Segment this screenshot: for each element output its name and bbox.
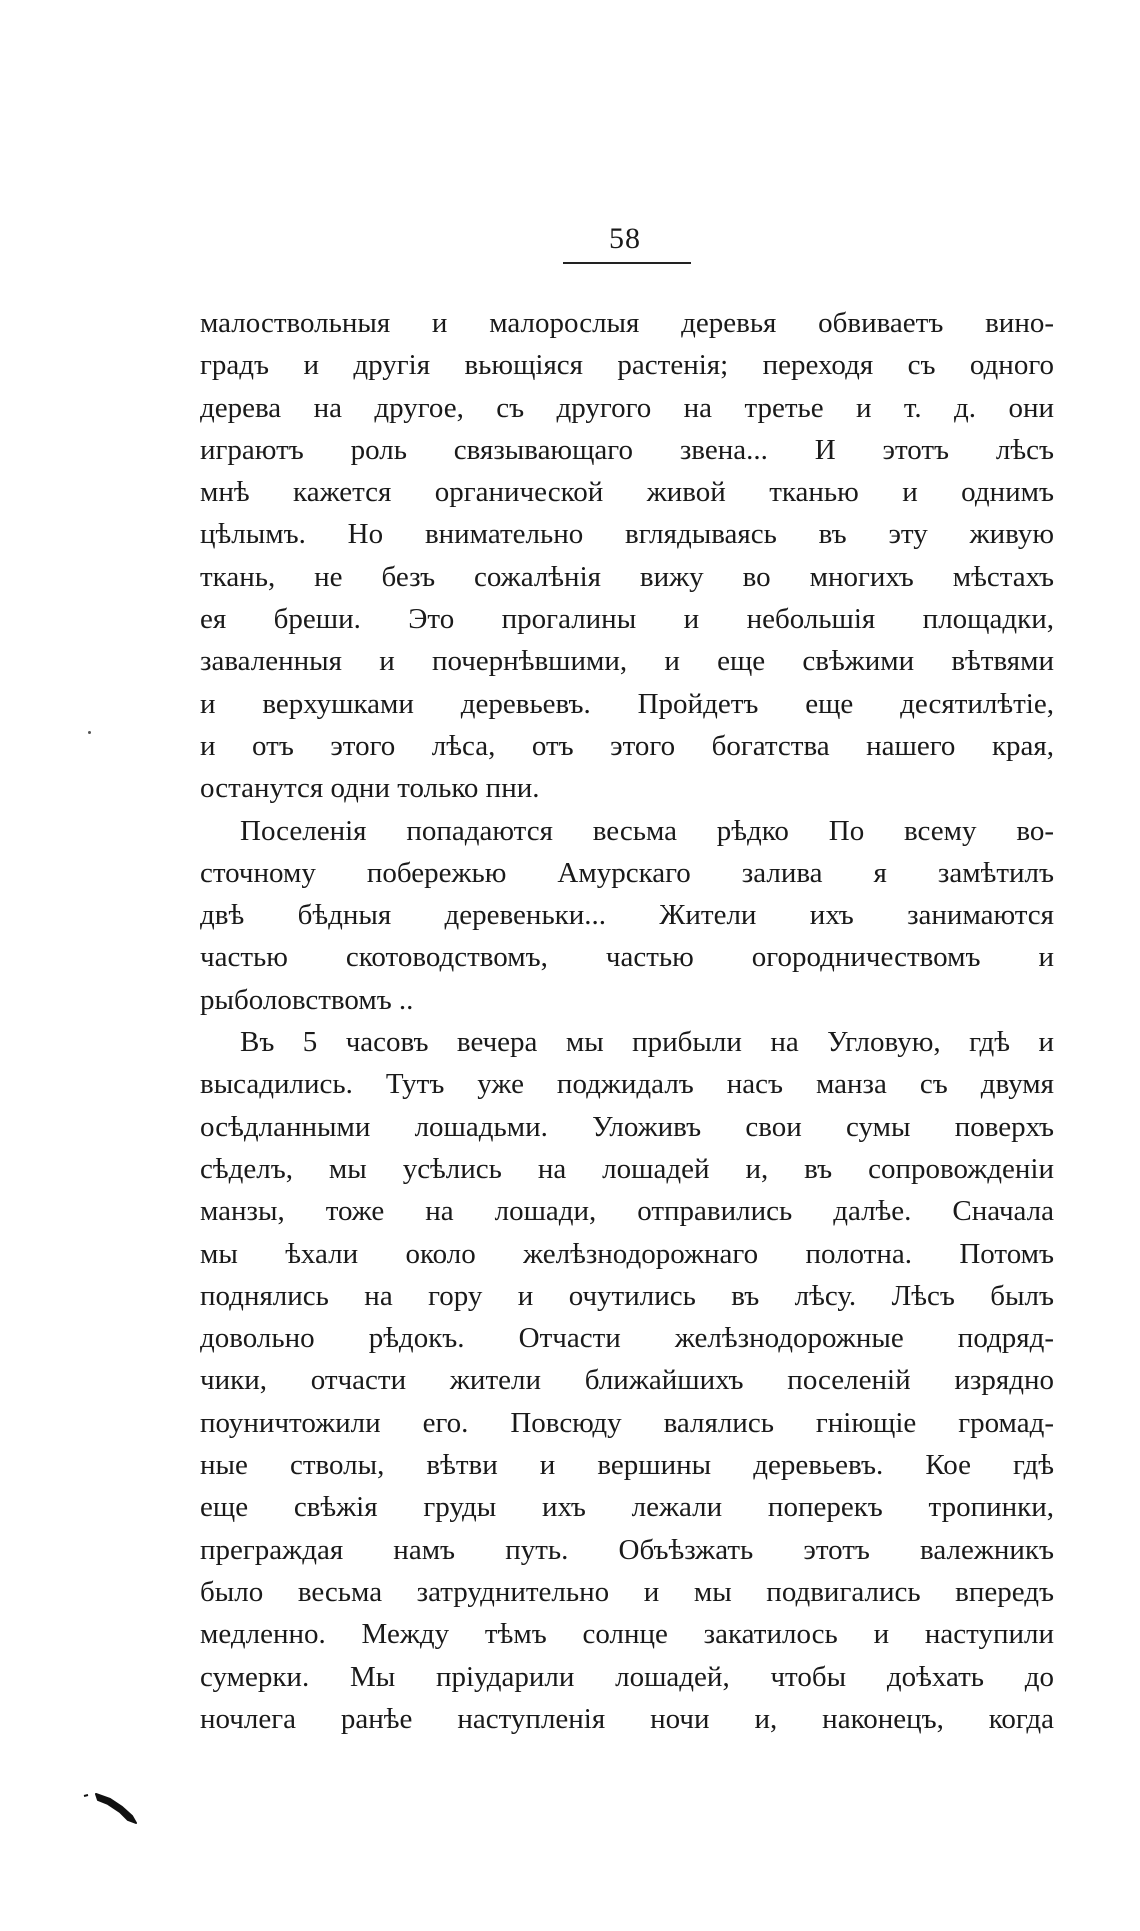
page-number: 58 bbox=[609, 222, 641, 255]
text-line: дерева на другое, съ другого на третье и т. д. они bbox=[200, 391, 1054, 424]
text-line: мы ѣхали около желѣзнодорожнаго полотна. Потомъ bbox=[200, 1237, 1054, 1270]
text-line: цѣлымъ. Но внимательно вглядываясь въ эту живую bbox=[200, 518, 1054, 551]
text-line: ткань, не безъ сожалѣнія вижу во многихъ мѣстахъ bbox=[200, 560, 1054, 593]
text-line: сумерки. Мы пріударили лошадей, чтобы доѣхать до bbox=[200, 1660, 1054, 1693]
text-line: медленно. Между тѣмъ солнце закатилось и наступили bbox=[200, 1618, 1054, 1651]
text-line: ея бреши. Это прогалины и небольшія площадки, bbox=[200, 603, 1054, 636]
text-line: ночлега ранѣе наступленія ночи и, наконецъ, когда bbox=[200, 1702, 1054, 1735]
page-number-rule bbox=[563, 262, 691, 264]
text-line: было весьма затруднительно и мы подвигались впередъ bbox=[200, 1575, 1054, 1608]
text-line: высадились. Тутъ уже поджидалъ насъ манза съ двумя bbox=[200, 1068, 1054, 1101]
text-line: преграждая намъ путь. Объѣзжать этотъ валежникъ bbox=[200, 1533, 1054, 1566]
text-line: и верхушками деревьевъ. Пройдетъ еще десятилѣтіе, bbox=[200, 687, 1054, 720]
text-line: и отъ этого лѣса, отъ этого богатства нашего края, bbox=[200, 729, 1054, 762]
text-line: сѣделъ, мы усѣлись на лошадей и, въ сопровожденіи bbox=[200, 1152, 1054, 1185]
text-line: частью скотоводствомъ, частью огородничествомъ и bbox=[200, 941, 1054, 974]
text-line: еще свѣжія груды ихъ лежали поперекъ тропинки, bbox=[200, 1491, 1054, 1524]
margin-ink-mark bbox=[82, 1790, 140, 1826]
text-line: заваленныя и почернѣвшими, и еще свѣжими вѣтвями bbox=[200, 645, 1054, 678]
text-line: манзы, тоже на лошади, отправились далѣе. Сначала bbox=[200, 1195, 1054, 1228]
text-line: чики, отчасти жители ближайшихъ поселеній изрядно bbox=[200, 1364, 1054, 1397]
text-line: ные стволы, вѣтви и вершины деревьевъ. Кое гдѣ bbox=[200, 1449, 1054, 1482]
text-line: градъ и другія вьющіяся растенія; переходя съ одного bbox=[200, 349, 1054, 382]
text-line: мнѣ кажется органической живой тканью и однимъ bbox=[200, 476, 1054, 509]
text-line: довольно рѣдокъ. Отчасти желѣзнодорожные подряд- bbox=[200, 1322, 1054, 1355]
text-line: Поселенія попадаются весьма рѣдко По всему во- bbox=[240, 814, 1054, 847]
text-line: поуничтожили его. Повсюду валялись гніющіе громад- bbox=[200, 1406, 1054, 1439]
text-line: осѣдланными лошадьми. Уложивъ свои сумы поверхъ bbox=[200, 1110, 1054, 1143]
text-line: Въ 5 часовъ вечера мы прибыли на Угловую, гдѣ и bbox=[240, 1026, 1054, 1059]
margin-speck bbox=[88, 731, 91, 734]
text-line: двѣ бѣдныя деревеньки... Жители ихъ занимаются bbox=[200, 899, 1054, 932]
text-line: сточному побережью Амурскаго залива я замѣтилъ bbox=[200, 856, 1054, 889]
text-line: играютъ роль связывающаго звена... И этотъ лѣсъ bbox=[200, 433, 1054, 466]
text-line: поднялись на гору и очутились въ лѣсу. Лѣсъ былъ bbox=[200, 1279, 1054, 1312]
body-text bbox=[200, 302, 1054, 1740]
text-line: малоствольныя и малорослыя деревья обвиваетъ вино- bbox=[200, 307, 1054, 339]
text-line: рыболовствомъ .. bbox=[200, 983, 414, 1016]
text-line: останутся одни только пни. bbox=[200, 772, 540, 805]
